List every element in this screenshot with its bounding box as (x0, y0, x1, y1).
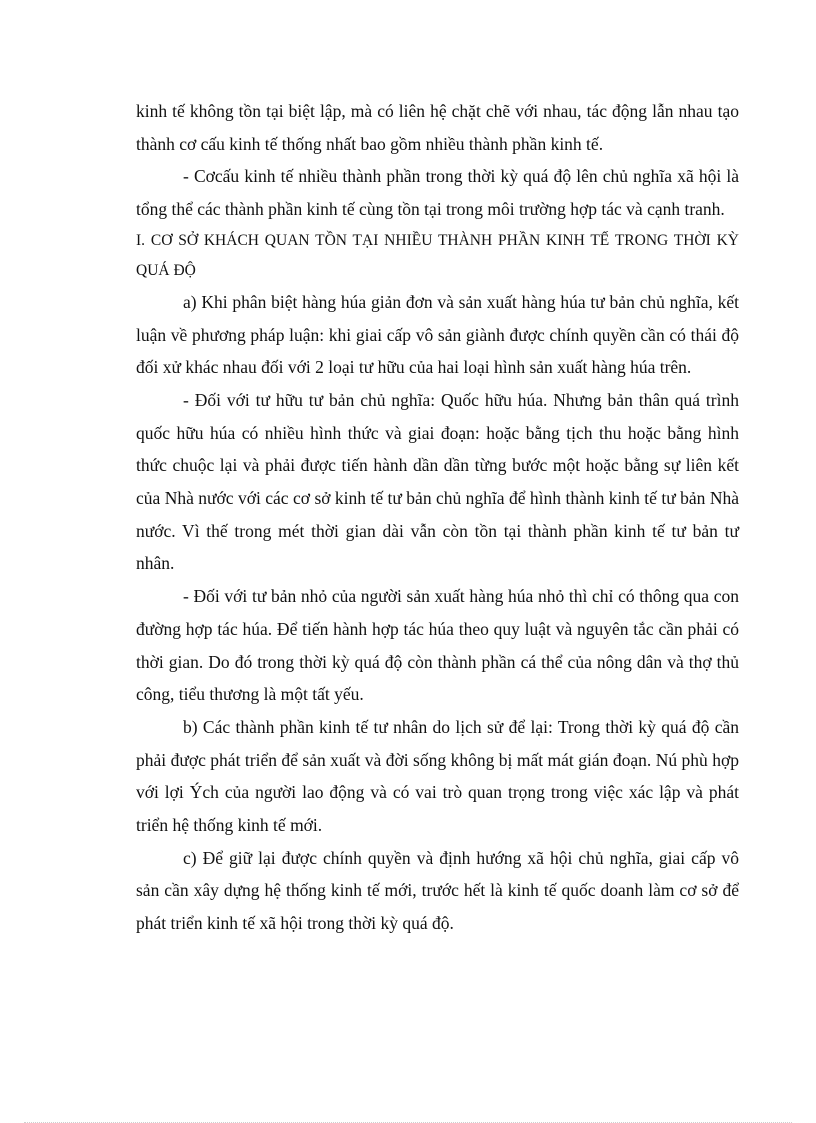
document-body (136, 95, 739, 940)
paragraph-continuation: kinh tế không tồn tại biệt lập, mà có liên hệ chặt chẽ với nhau, tác động lẫn nhau tạo thành cơ cấu kinh tế thống nhất bao gồm nhiều thành phần kinh tế. (136, 101, 739, 154)
paragraph-a: a) Khi phân biệt hàng húa giản đơn và sản xuất hàng húa tư bản chủ nghĩa, kết luận về phương pháp luận: khi giai cấp vô sản giành được chính quyền cần có thái độ đối xử khác nhau đối với 2 loại tư hữu của hai loại hình sản xuất hàng húa trên. (136, 291, 739, 378)
paragraph-c: c) Để giữ lại được chính quyền và định hướng xã hội chủ nghĩa, giai cấp vô sản cần xây dựng hệ thống kinh tế mới, trước hết là kinh tế quốc doanh làm cơ sở để phát triển kinh tế xã hội trong thời kỳ quá độ. (136, 847, 739, 934)
paragraph-small-capital: - Đối với tư bản nhỏ của người sản xuất hàng húa nhỏ thì chỉ có thông qua con đường hợp tác húa. Để tiến hành hợp tác húa theo quy luật và nguyên tắc cần phải có thời gian. Do đó trong thời kỳ quá độ còn thành phần cá thể của nông dân và thợ thủ công, tiểu thương là một tất yếu. (136, 586, 739, 705)
paragraph-b: b) Các thành phần kinh tế tư nhân do lịch sử để lại: Trong thời kỳ quá độ cần phải được phát triển để sản xuất và đời sống không bị mất mát gián đoạn. Nú phù hợp với lợi Ých của người lao động và có vai trò quan trọng trong việc xác lập và phát triển hệ thống kinh tế mới. (136, 716, 739, 836)
paragraph-capitalist-ownership: - Đối với tư hữu tư bản chủ nghĩa: Quốc hữu húa. Nhưng bản thân quá trình quốc hữu húa có nhiều hình thức và giai đoạn: hoặc bằng tịch thu hoặc bằng hình thức chuộc lại và phải được tiến hành dần dần từng bước một hoặc bằng sự liên kết của Nhà nước với các cơ sở kinh tế tư bản chủ nghĩa để hình thành kinh tế tư bản Nhà nước. Vì thế trong mét thời gian dài vẫn còn tồn tại thành phần kinh tế tư bản tư nhân. (136, 389, 739, 574)
section-heading: I. CƠ SỞ KHÁCH QUAN TỒN TẠI NHIỀU THÀNH PHẦN KINH TẾ TRONG THỜI KỲ QUÁ ĐỘ (136, 231, 739, 279)
paragraph-structure-definition: - Cơcấu kinh tế nhiều thành phần trong thời kỳ quá độ lên chủ nghĩa xã hội là tổng thể các thành phần kinh tế cùng tồn tại trong môi trường hợp tác và cạnh tranh. (136, 166, 739, 220)
